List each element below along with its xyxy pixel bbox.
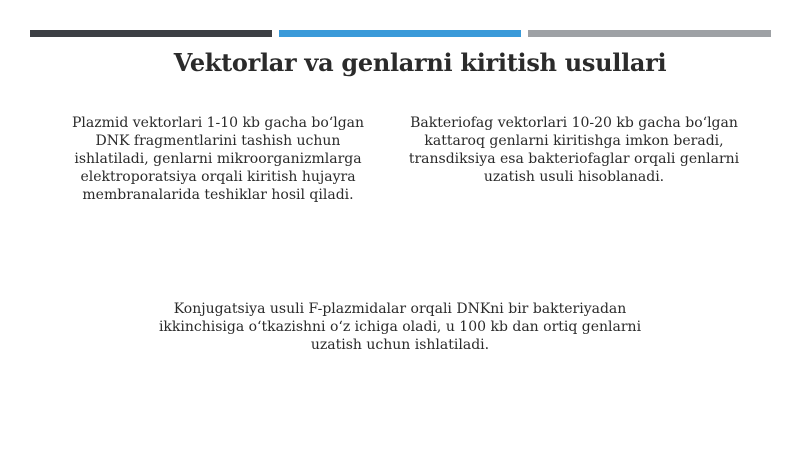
paragraph-conjugation: Konjugatsiya usuli F-plazmidalar orqali DNKni bir bakteriyadan ikkinchisiga oʻtkazishni oʻz ichiga oladi, u 100 kb dan ortiq genlarni uzatish uchun ishlatiladi.: [158, 301, 642, 353]
header-bar-blue: [279, 30, 521, 37]
header-bar-dark: [30, 30, 272, 37]
header-bar-gray: [528, 30, 771, 37]
slide-title: Vektorlar va genlarni kiritish usullari: [173, 48, 667, 77]
paragraph-bacteriophage-vectors: Bakteriofag vektorlari 10-20 kb gacha boʻlgan kattaroq genlarni kiritishga imkon beradi, transdiksiya esa bakteriofaglar orqali genlarni uzatish usuli hisoblanadi.: [408, 115, 740, 185]
paragraph-plasmid-vectors: Plazmid vektorlari 1-10 kb gacha boʻlgan DNK fragmentlarini tashish uchun ishlatiladi, genlarni mikroorganizmlarga elektroporatsiya orqali kiritish hujayra membranalarida teshiklar hosil qiladi.: [71, 115, 365, 203]
